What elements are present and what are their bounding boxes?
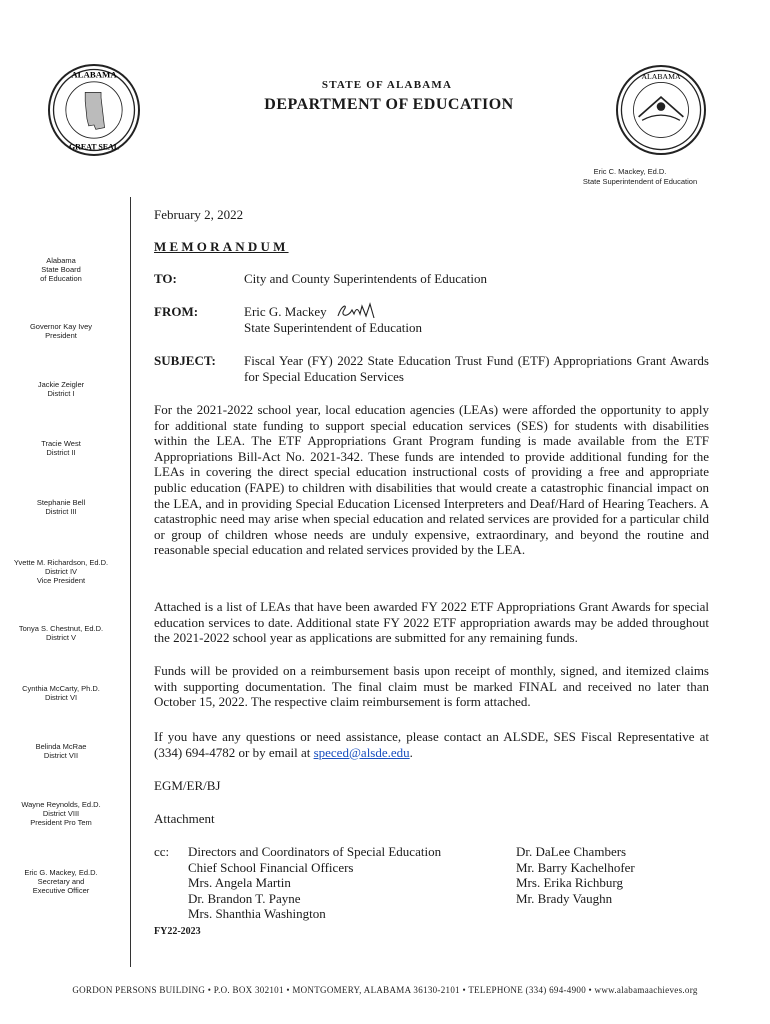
board-extra: President Pro Tem: [30, 818, 92, 827]
board-role: District IV: [44, 567, 78, 576]
footer-address: GORDON PERSONS BUILDING • P.O. BOX 302101 • MONTGOMERY, ALABAMA 36130-2101 • TELEPHONE (334) 694-4900 • www.alabamaachieves.org: [72, 985, 698, 995]
cc-recipient: Chief School Financial Officers: [188, 859, 354, 875]
svg-text:ALABAMA: ALABAMA: [71, 69, 117, 80]
cc-recipient: Mrs. Shanthia Washington: [188, 906, 326, 922]
board-entry: [0, 624, 122, 642]
board-entry: [0, 380, 122, 398]
subject-value: Fiscal Year (FY) 2022 State Education Trust Fund (ETF) Appropriations Grant Awards for Special Education Services: [244, 353, 709, 384]
signature-icon: [334, 300, 384, 322]
cc-recipient: Mr. Brady Vaughn: [516, 890, 613, 906]
board-role: District III: [45, 507, 77, 516]
board-role: District II: [46, 448, 76, 457]
alsde-seal: [616, 65, 706, 155]
board-entry: [0, 498, 122, 516]
board-name: Alabama: [46, 256, 76, 265]
board-extra: of Education: [40, 274, 82, 283]
board-entry: [0, 684, 122, 702]
board-entry: [0, 558, 122, 585]
state-of-alabama-line: STATE OF ALABAMA: [321, 79, 453, 91]
board-role: State Board: [41, 265, 81, 274]
paragraph-3: Funds will be provided on a reimbursement basis upon receipt of monthly, signed, and itemized claims with supporting documentation. The final claim must be marked FINAL and received no later than October 15, 2022. The respective claim reimbursement is form attached.: [154, 663, 709, 710]
cc-list-right: [516, 844, 635, 906]
memo-heading: MEMORANDUM: [154, 239, 289, 254]
board-entry: [0, 868, 122, 895]
cc-recipient: Mr. Barry Kachelhofer: [516, 859, 635, 875]
board-name: Cynthia McCarty, Ph.D.: [22, 684, 100, 693]
board-role: District VII: [43, 751, 79, 760]
from-title: State Superintendent of Education: [244, 320, 422, 335]
board-name: Wayne Reynolds, Ed.D.: [21, 800, 101, 809]
from-label: FROM:: [154, 304, 199, 319]
email-link[interactable]: speced@alsde.edu: [313, 744, 410, 760]
subject-label: SUBJECT:: [154, 353, 216, 368]
to-value: City and County Superintendents of Education: [244, 271, 487, 286]
board-name: Jackie Zeigler: [37, 380, 85, 389]
board-name: Yvette M. Richardson, Ed.D.: [13, 558, 109, 567]
paragraph-4-text: If you have any questions or need assistance, please contact an ALSDE, SES Fiscal Representative at (334) 694-4782 or by email at: [154, 729, 709, 760]
board-extra: Executive Officer: [32, 886, 90, 895]
to-label: TO:: [154, 271, 177, 286]
cc-recipient: Dr. DaLee Chambers: [516, 844, 627, 859]
cc-list-left: [188, 844, 441, 922]
paragraph-4-end: .: [409, 744, 413, 760]
board-entry: [0, 256, 122, 283]
superintendent-title: State Superintendent of Education: [582, 177, 698, 186]
document-code: FY22-2023: [154, 926, 201, 937]
board-entry: [0, 439, 122, 457]
svg-text:GREAT SEAL: GREAT SEAL: [68, 142, 120, 152]
board-role: District I: [47, 389, 75, 398]
cc-recipient: Dr. Brandon T. Payne: [188, 890, 301, 906]
board-name: Eric G. Mackey, Ed.D.: [24, 868, 98, 877]
paragraph-4: [154, 729, 709, 760]
board-entry: [0, 742, 122, 760]
board-role: President: [45, 331, 77, 340]
svg-text:ALABAMA: ALABAMA: [641, 72, 681, 82]
paragraph-1: For the 2021-2022 school year, local education agencies (LEAs) were afforded the opportunity to apply for additional state funding to support special education services (SES) for students with disabilities within the LEA. The ETF Appropriations Grant Program funding is made available from the ETF Appropriations Bill-Act No. 2021-342. These funds are intended to provide additional funding for the LEAs in covering the direct special education instructional costs of providing a free and appropriate public education (FAPE) to children with disabilities that would create a catastrophic financial impact on the LEA, and in providing Special Education Licensed Interpreters and Deaf/Hard of Hearing Teachers. A catastrophic need may arise when special education and related services are provided for a particular child or group of children whose needs are unduly expensive, extraordinary, and beyond the routine and reasonable special education and related services provided by the LEA.: [154, 402, 709, 558]
board-name: Stephanie Bell: [36, 498, 86, 507]
department-title: DEPARTMENT OF EDUCATION: [264, 96, 514, 113]
board-entry: [0, 800, 122, 827]
from-name: Eric G. Mackey: [244, 304, 327, 319]
board-name: Belinda McRae: [35, 742, 87, 751]
board-entry: [0, 322, 122, 340]
alabama-great-seal: [48, 64, 140, 156]
cc-label: cc:: [154, 844, 170, 859]
cc-recipient: Directors and Coordinators of Special Education: [188, 844, 442, 859]
attachment-label: Attachment: [154, 811, 215, 826]
memo-initials: EGM/ER/BJ: [154, 778, 221, 793]
board-extra: Vice President: [36, 576, 86, 585]
board-role: District VIII: [42, 809, 80, 818]
superintendent-name: Eric C. Mackey, Ed.D.: [593, 167, 667, 176]
board-role: District V: [46, 633, 76, 642]
board-role: District VI: [44, 693, 78, 702]
memo-date: February 2, 2022: [154, 207, 244, 222]
left-divider: [130, 197, 131, 967]
cc-recipient: Mrs. Angela Martin: [188, 875, 291, 891]
board-name: Governor Kay Ivey: [29, 322, 93, 331]
board-name: Tonya S. Chestnut, Ed.D.: [18, 624, 104, 633]
board-name: Tracie West: [41, 439, 81, 448]
paragraph-2: Attached is a list of LEAs that have been awarded FY 2022 ETF Appropriations Grant Awards for special education services to date. Additional state FY 2022 ETF appropriation awards may be added throughout the 2021-2022 school year as applications are submitted for any remaining funds.: [154, 599, 709, 646]
cc-recipient: Mrs. Erika Richburg: [516, 875, 623, 891]
board-role: Secretary and: [37, 877, 85, 886]
